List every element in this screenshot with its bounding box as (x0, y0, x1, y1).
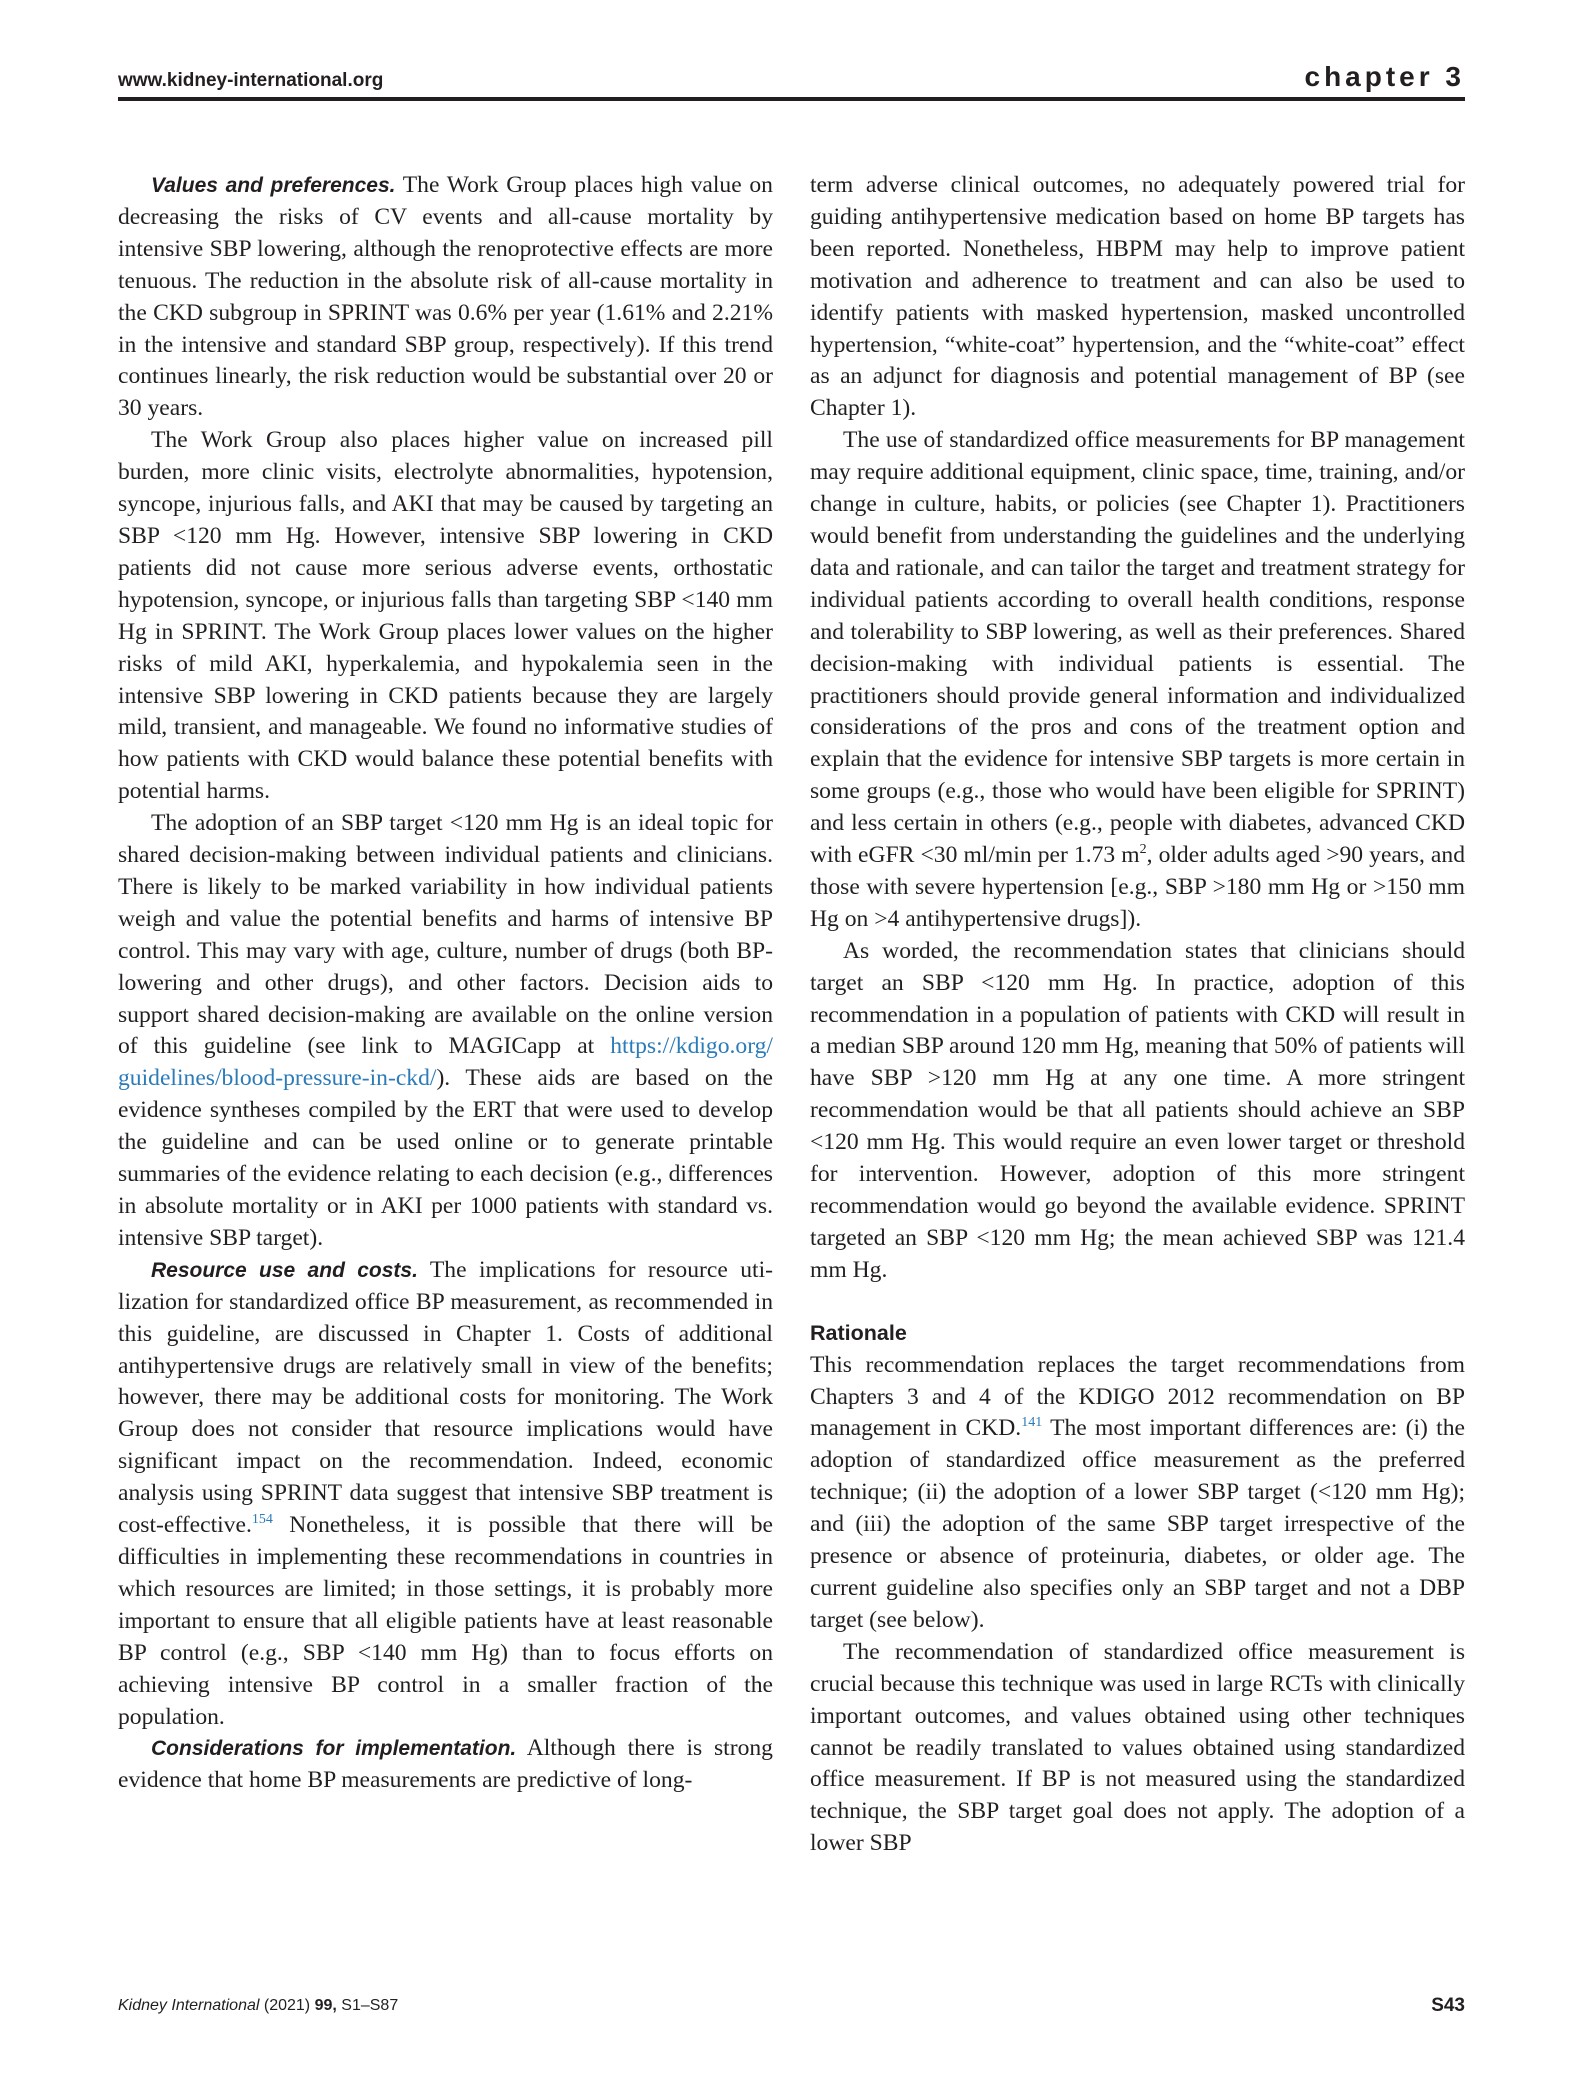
page-number: S43 (1431, 1995, 1465, 2016)
values-paragraph-2: The Work Group also places higher value on increased pill burden, more clinic visits, electrolyte abnormalities, hypotension, syncope, injurious falls, and AKI that may be caused by targeting an SBP <120 mm Hg. However, intensive SBP lowering in CKD patients did not cause more serious adverse events, orthostatic hypotension, syncope, or injurious falls than targeting SBP <140 mm Hg in SPRINT. The Work Group places lower values on the higher risks of mild AKI, hyperkalemia, and hypokalemia seen in the intensive SBP lowering in CKD patients because they are largely mild, transient, and manageable. We found no informative studies of how patients with CKD would balance these potential benefits with potential harms. (118, 427, 773, 805)
chapter-label: chapter 3 (1304, 61, 1465, 92)
left-column (118, 170, 773, 1797)
resource-heading: Resource use and costs. (151, 1258, 418, 1282)
rationale-paragraph-2: The recommendation of standardized office measurement is crucial because this technique was used in large RCTs with clinically important outcomes, and values obtained using other techniques cannot be readily translated to values obtained using standardized office measurement. If BP is not measured using the standardized technique, the SBP target goal does not apply. The adoption of a lower SBP (810, 1638, 1465, 1857)
site-url[interactable]: www.kidney-international.org (118, 70, 384, 91)
office-text-a: The use of standardized office measurements for BP management may require additional equipment, clinic space, time, training, and/or change in culture, habits, or policies (see Chapter 1). Practitioners would benefit from understanding the guidelines and the underlying data and rationale, and can tailor the target and treatment strategy for individual patients according to overall health conditions, response and tolerability to SBP lowering, as well as their preferences. Shared decision-making with individual patients is essential. The practitioners should provide general information and individualized considerations of the pros and cons of the treatment option and explain that the evidence for intensive SBP targets is more certain in some groups (e.g., those who would have been eligible for SPRINT) and less certain in others (e.g., people with diabetes, advanced CKD with eGFR <30 ml/min per 1.73 m (810, 427, 1465, 869)
values-paragraph-1 (118, 170, 773, 425)
journal-name: Kidney International (118, 1997, 260, 2014)
squared-superscript: 2 (1139, 842, 1147, 858)
rationale-text-a: This recommendation replaces the target recommendations from Chapters 3 and 4 of the KDIGO 2012 recommendation on BP management in CKD. (810, 1351, 1465, 1442)
journal-pages: S1–S87 (336, 1997, 399, 2014)
resource-text-b: Nonetheless, it is possible that there will be difficulties in implementing these recommendations in countries in which resources are limited; in those settings, it is probably more important to ensure that all eligible patients have at least reasonable BP control (e.g., SBP <140 mm Hg) than to focus efforts on achieving intensive BP control in a smaller fraction of the population. (118, 1512, 773, 1730)
considerations-paragraph (118, 1733, 773, 1797)
values-text-3b: ). These aids are based on the evidence syntheses compiled by the ERT that were used to develop the guideline and can be used online or to generate printable summaries of the evidence relating to each decision (e.g., differences in absolute mortality or in AKI per 1000 patients with standard vs. intensive SBP target). (118, 1065, 773, 1251)
resource-text-a: The implications for resource utilization for standardized office BP measurement, as recommended in this guideline, are discussed in Chapter 1. Costs of additional antihypertensive drugs are relatively small in view of the benefits; however, there may be additional costs for monitoring. The Work Group does not consider that resource implications would have significant impact on the recommendation. Indeed, economic analysis using SPRINT data suggest that intensive SBP treatment is cost-effective. (118, 1256, 773, 1539)
values-text-3a: The adoption of an SBP target <120 mm Hg is an ideal topic for shared decision-making between individual patients and clinicians. There is likely to be marked variability in how individual patients weigh and value the potential benefits and harms of intensive BP control. This may vary with age, culture, number of drugs (both BP-lowering and other drugs), and other factors. Decision aids to support shared decision-making are available on the online version of this guideline (see link to MAGICapp at (118, 810, 773, 1060)
journal-year: (2021) (259, 1997, 315, 2014)
rationale-text-b: The most important differences are: (i) the adoption of standardized office measurement as the preferred technique; (ii) the adoption of a lower SBP target (<120 mm Hg); and (iii) the adoption of the same SBP target irrespective of the presence or absence of proteinuria, diabetes, or older age. The current guideline also specifies only an SBP target and not a DBP target (see below). (810, 1415, 1465, 1633)
values-paragraph-3 (118, 808, 773, 1255)
rationale-paragraph-1 (810, 1350, 1465, 1637)
hbpm-paragraph: term adverse clinical outcomes, no adequately powered trial for guiding antihypertensive medication based on home BP targets has been reported. Nonetheless, HBPM may help to improve patient motivation and adherence to treatment and can also be used to identify patients with masked hypertension, masked uncontrolled hypertension, “white-coat” hypertension, and the “white-coat” effect as an adjunct for diagnosis and potential management of BP (see Chapter 1). (810, 172, 1465, 422)
resource-paragraph (118, 1255, 773, 1734)
header-rule (118, 97, 1465, 101)
journal-citation (118, 1997, 398, 2015)
rationale-heading: Rationale (810, 1320, 907, 1345)
values-text-1: The Work Group places high value on decreasing the risks of CV events and all-cause mortality by intensive SBP lowering, although the renoprotective effects are more tenuous. The reduction in the absolute risk of all-cause mortality in the CKD subgroup in SPRINT was 0.6% per year (1.61% and 2.21% in the intensive and standard SBP group, respectively). If this trend continues linearly, the risk reduction would be substantial over 20 or 30 years. (118, 172, 773, 422)
office-text-b: , older adults aged >90 years, and those with severe hypertension [e.g., SBP >180 mm Hg or >150 mm Hg on >4 antihypertensive drugs]). (810, 842, 1465, 932)
right-column (810, 170, 1465, 1860)
journal-volume: 99, (314, 1997, 337, 2014)
considerations-heading: Considerations for implementation. (151, 1737, 517, 1761)
reference-154[interactable]: 154 (251, 1512, 273, 1528)
as-worded-paragraph: As worded, the recommendation states that clinicians should target an SBP <120 mm Hg. In practice, adoption of this recommendation in a population of patients with CKD will result in a median SBP around 120 mm Hg, meaning that 50% of patients will have SBP >120 mm Hg at any one time. A more stringent recommendation would be that all patients should achieve an SBP <120 mm Hg. This would require an even lower target or threshold for intervention. However, adoption of this more stringent recommendation would go beyond the available evidence. SPRINT targeted an SBP <120 mm Hg; the mean achieved SBP was 121.4 mm Hg. (810, 937, 1465, 1283)
magicapp-link[interactable]: https://kdigo.org/​guidelines/blood-pressure-in-ckd/ (118, 1033, 773, 1092)
values-heading: Values and preferences. (151, 174, 396, 197)
reference-141[interactable]: 141 (1021, 1415, 1043, 1431)
office-measurement-paragraph (810, 425, 1465, 936)
considerations-text: Although there is strong evidence that home BP measurements are predictive of long- (118, 1735, 773, 1794)
